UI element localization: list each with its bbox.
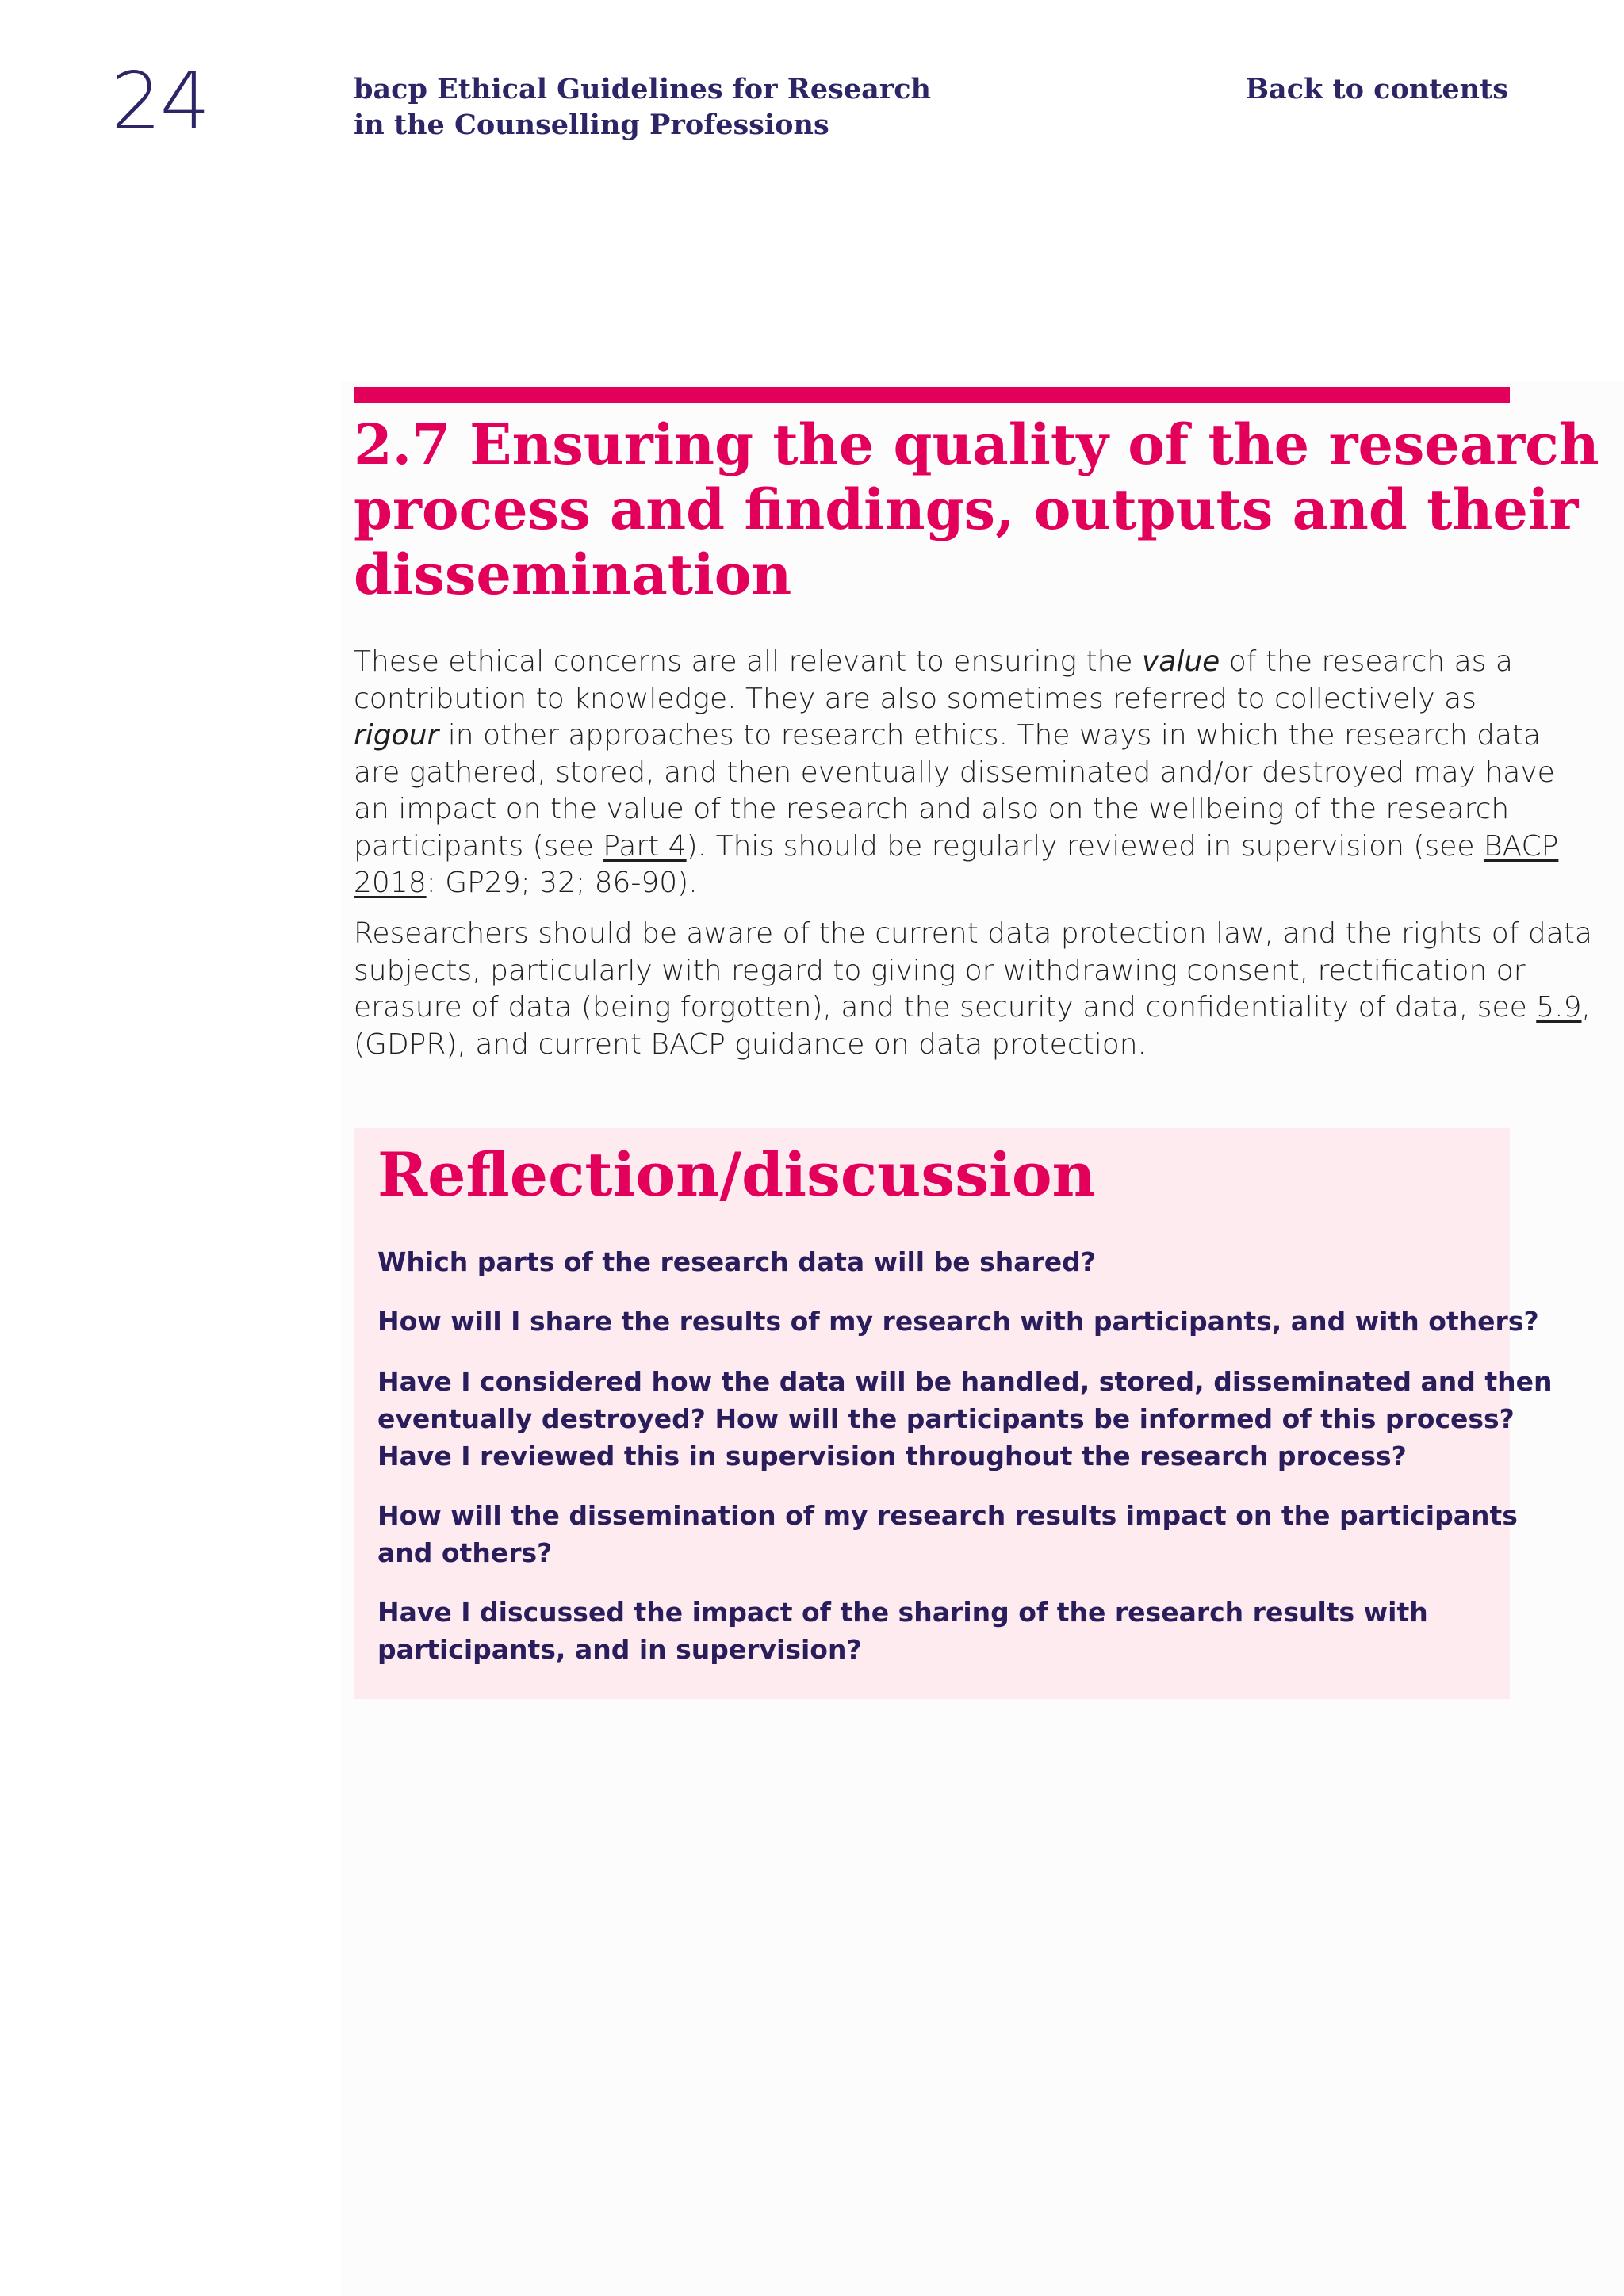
section-heading-line: process and findings, outputs and their xyxy=(354,476,1579,542)
text-line: contribution to knowledge. They are also sometimes referred to collectively as xyxy=(354,682,1477,715)
question-line: Have I discussed the impact of the sharing of the research results with xyxy=(377,1597,1428,1628)
text-fragment: participants (see xyxy=(354,829,603,863)
intro-paragraph xyxy=(354,644,1559,902)
page-number: 24 xyxy=(111,55,209,147)
part-4-link[interactable]: Part 4 xyxy=(603,829,687,863)
back-to-contents-link[interactable]: Back to contents xyxy=(1245,73,1508,105)
question-line: participants, and in supervision? xyxy=(377,1634,862,1665)
reflection-question xyxy=(377,1363,1553,1475)
text-line: an impact on the value of the research and also on the wellbeing of the research xyxy=(354,793,1510,825)
emphasis-rigour: rigour xyxy=(354,719,439,752)
text-fragment: , xyxy=(1581,991,1591,1024)
question-line: Which parts of the research data will be shared? xyxy=(377,1246,1096,1277)
text-line: are gathered, stored, and then eventually disseminated and/or destroyed may have xyxy=(354,756,1555,789)
section-5-9-link[interactable]: 5.9 xyxy=(1536,991,1582,1024)
reflection-question xyxy=(377,1243,1503,1280)
document-title-line: in the Counselling Professions xyxy=(354,109,829,141)
text-fragment: of the research as a xyxy=(1220,645,1513,678)
section-divider-bar xyxy=(354,387,1510,403)
question-line: Have I considered how the data will be handled, stored, disseminated and then xyxy=(377,1366,1553,1397)
text-fragment: : GP29; 32; 86-90). xyxy=(426,867,698,899)
question-line: How will the dissemination of my research results impact on the participants xyxy=(377,1500,1518,1531)
document-title xyxy=(354,71,931,143)
document-title-line: bacp Ethical Guidelines for Research xyxy=(354,73,931,105)
text-line: subjects, particularly with regard to giving or withdrawing consent, rectification or xyxy=(354,954,1526,987)
bacp-2018-link[interactable]: BACP xyxy=(1483,829,1559,863)
section-heading-line: 2.7 Ensuring the quality of the research xyxy=(354,411,1599,477)
reflection-question xyxy=(377,1303,1539,1340)
text-fragment: These ethical concerns are all relevant to ensuring the xyxy=(354,645,1142,678)
reflection-question xyxy=(377,1497,1518,1571)
question-line: eventually destroyed? How will the participants be informed of this process? xyxy=(377,1403,1515,1434)
question-line: How will I share the results of my research with participants, and with others? xyxy=(377,1306,1539,1337)
question-line: Have I reviewed this in supervision throughout the research process? xyxy=(377,1441,1407,1471)
question-line: and others? xyxy=(377,1537,553,1568)
reflection-heading: Reflection/discussion xyxy=(377,1139,1096,1210)
text-fragment: in other approaches to research ethics. The ways in which the research data xyxy=(439,719,1542,752)
text-line: Researchers should be aware of the current data protection law, and the rights of data xyxy=(354,917,1592,950)
section-heading-line: dissemination xyxy=(354,541,792,607)
section-heading xyxy=(354,411,1599,607)
text-fragment: ). This should be regularly reviewed in supervision (see xyxy=(686,829,1484,863)
bacp-2018-link-continued[interactable]: 2018 xyxy=(354,867,427,899)
emphasis-value: value xyxy=(1141,645,1220,678)
text-fragment: erasure of data (being forgotten), and the security and confidentiality of data, see xyxy=(354,991,1537,1024)
reflection-question xyxy=(377,1594,1503,1668)
text-line: (GDPR), and current BACP guidance on data protection. xyxy=(354,1027,1147,1061)
data-protection-paragraph xyxy=(354,916,1592,1063)
